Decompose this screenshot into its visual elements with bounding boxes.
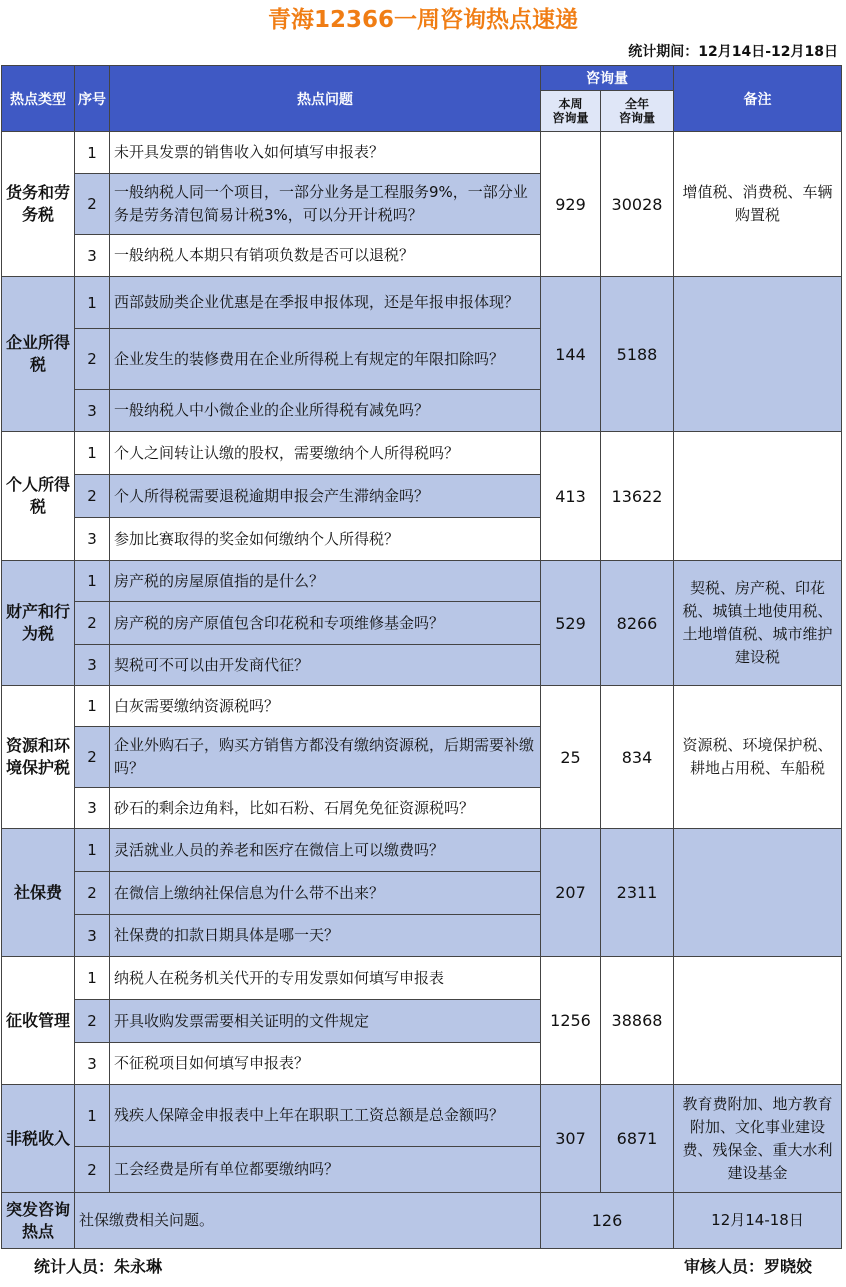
header-volume: 咨询量 bbox=[541, 66, 674, 91]
question-cell: 西部鼓励类企业优惠是在季报申报体现，还是年报申报体现？ bbox=[110, 277, 541, 329]
counter-name: 统计人员：朱永琳 bbox=[34, 1257, 163, 1276]
question-cell: 灵活就业人员的养老和医疗在微信上可以缴费吗？ bbox=[110, 829, 541, 872]
header-remark: 备注 bbox=[674, 66, 842, 132]
question-cell: 纳税人在税务机关代开的专用发票如何填写申报表 bbox=[110, 957, 541, 1000]
year-volume-cell: 8266 bbox=[601, 561, 674, 686]
category-cell: 货务和劳务税 bbox=[2, 132, 75, 277]
year-volume-cell: 2311 bbox=[601, 829, 674, 957]
seq-cell: 1 bbox=[75, 432, 110, 475]
remark-cell bbox=[674, 957, 842, 1085]
seq-cell: 3 bbox=[75, 1043, 110, 1085]
table-row bbox=[2, 686, 842, 727]
table-row bbox=[2, 1085, 842, 1147]
year-volume-cell: 834 bbox=[601, 686, 674, 829]
seq-cell: 2 bbox=[75, 872, 110, 915]
seq-cell: 3 bbox=[75, 518, 110, 561]
question-cell: 房产税的房屋原值指的是什么？ bbox=[110, 561, 541, 602]
seq-cell: 3 bbox=[75, 645, 110, 686]
seq-cell: 1 bbox=[75, 132, 110, 174]
week-volume-cell: 1256 bbox=[541, 957, 601, 1085]
seq-cell: 2 bbox=[75, 1000, 110, 1043]
question-cell: 砂石的剩余边角料，比如石粉、石屑免免征资源税吗？ bbox=[110, 788, 541, 829]
question-cell: 不征税项目如何填写申报表？ bbox=[110, 1043, 541, 1085]
seq-cell: 2 bbox=[75, 475, 110, 518]
year-volume-cell: 30028 bbox=[601, 132, 674, 277]
header-seq: 序号 bbox=[75, 66, 110, 132]
seq-cell: 1 bbox=[75, 1085, 110, 1147]
table-row bbox=[2, 277, 842, 329]
question-cell: 一般纳税人同一个项目，一部分业务是工程服务9%，一部分业务是劳务清包简易计税3%，可以分开计税吗？ bbox=[110, 174, 541, 235]
question-cell: 企业发生的装修费用在企业所得税上有规定的年限扣除吗？ bbox=[110, 329, 541, 390]
category-cell: 社保费 bbox=[2, 829, 75, 957]
seq-cell: 3 bbox=[75, 915, 110, 957]
week-volume-cell: 307 bbox=[541, 1085, 601, 1193]
table-row bbox=[2, 957, 842, 1000]
seq-cell: 2 bbox=[75, 602, 110, 645]
question-cell: 工会经费是所有单位都要缴纳吗？ bbox=[110, 1147, 541, 1193]
week-volume-cell: 929 bbox=[541, 132, 601, 277]
week-volume-cell: 413 bbox=[541, 432, 601, 561]
seq-cell: 1 bbox=[75, 277, 110, 329]
remark-cell: 增值税、消费税、车辆购置税 bbox=[674, 132, 842, 277]
remark-cell bbox=[674, 277, 842, 432]
week-volume-cell: 207 bbox=[541, 829, 601, 957]
year-volume-cell: 13622 bbox=[601, 432, 674, 561]
table-row bbox=[2, 132, 842, 174]
seq-cell: 1 bbox=[75, 686, 110, 727]
seq-cell: 3 bbox=[75, 390, 110, 432]
table-row bbox=[2, 561, 842, 602]
question-cell: 在微信上缴纳社保信息为什么带不出来？ bbox=[110, 872, 541, 915]
question-cell: 个人所得税需要退税逾期申报会产生滞纳金吗？ bbox=[110, 475, 541, 518]
sudden-question-cell: 社保缴费相关问题。 bbox=[75, 1193, 541, 1249]
week-volume-cell: 144 bbox=[541, 277, 601, 432]
remark-cell: 契税、房产税、印花税、城镇土地使用税、土地增值税、城市维护建设税 bbox=[674, 561, 842, 686]
sudden-remark-cell: 12月14-18日 bbox=[674, 1193, 842, 1249]
week-volume-cell: 529 bbox=[541, 561, 601, 686]
year-volume-cell: 6871 bbox=[601, 1085, 674, 1193]
seq-cell: 1 bbox=[75, 561, 110, 602]
category-cell: 征收管理 bbox=[2, 957, 75, 1085]
category-cell: 非税收入 bbox=[2, 1085, 75, 1193]
seq-cell: 1 bbox=[75, 829, 110, 872]
remark-cell: 资源税、环境保护税、耕地占用税、车船税 bbox=[674, 686, 842, 829]
seq-cell: 3 bbox=[75, 235, 110, 277]
page-title: 青海12366一周咨询热点速递 bbox=[267, 7, 579, 33]
question-cell: 残疾人保障金申报表中上年在职职工工资总额是总金额吗？ bbox=[110, 1085, 541, 1147]
sudden-category-cell: 突发咨询热点 bbox=[2, 1193, 75, 1249]
statistics-period: 统计期间：12月14日-12月18日 bbox=[628, 44, 838, 60]
table-body bbox=[2, 132, 842, 1249]
remark-cell bbox=[674, 829, 842, 957]
question-cell: 一般纳税人中小微企业的企业所得税有减免吗？ bbox=[110, 390, 541, 432]
seq-cell: 1 bbox=[75, 957, 110, 1000]
question-cell: 房产税的房产原值包含印花税和专项维修基金吗？ bbox=[110, 602, 541, 645]
question-cell: 未开具发票的销售收入如何填写申报表？ bbox=[110, 132, 541, 174]
sudden-hotspot-row bbox=[2, 1193, 842, 1249]
question-cell: 契税可不可以由开发商代征？ bbox=[110, 645, 541, 686]
category-cell: 财产和行为税 bbox=[2, 561, 75, 686]
question-cell: 白灰需要缴纳资源税吗？ bbox=[110, 686, 541, 727]
category-cell: 个人所得税 bbox=[2, 432, 75, 561]
question-cell: 社保费的扣款日期具体是哪一天？ bbox=[110, 915, 541, 957]
category-cell: 资源和环境保护税 bbox=[2, 686, 75, 829]
header-type: 热点类型 bbox=[2, 66, 75, 132]
remark-cell bbox=[674, 432, 842, 561]
table-row bbox=[2, 432, 842, 475]
category-cell: 企业所得税 bbox=[2, 277, 75, 432]
year-volume-cell: 5188 bbox=[601, 277, 674, 432]
header-week-volume: 本周 咨询量 bbox=[541, 91, 601, 132]
question-cell: 个人之间转让认缴的股权，需要缴纳个人所得税吗？ bbox=[110, 432, 541, 475]
seq-cell: 2 bbox=[75, 1147, 110, 1193]
header-year-volume: 全年 咨询量 bbox=[601, 91, 674, 132]
question-cell: 一般纳税人本期只有销项负数是否可以退税？ bbox=[110, 235, 541, 277]
seq-cell: 2 bbox=[75, 174, 110, 235]
question-cell: 参加比赛取得的奖金如何缴纳个人所得税？ bbox=[110, 518, 541, 561]
question-cell: 开具收购发票需要相关证明的文件规定 bbox=[110, 1000, 541, 1043]
week-volume-cell: 25 bbox=[541, 686, 601, 829]
seq-cell: 3 bbox=[75, 788, 110, 829]
seq-cell: 2 bbox=[75, 329, 110, 390]
seq-cell: 2 bbox=[75, 727, 110, 788]
table-row bbox=[2, 829, 842, 872]
header-question: 热点问题 bbox=[110, 66, 541, 132]
remark-cell: 教育费附加、地方教育附加、文化事业建设费、残保金、重大水利建设基金 bbox=[674, 1085, 842, 1193]
year-volume-cell: 38868 bbox=[601, 957, 674, 1085]
question-cell: 企业外购石子，购买方销售方都没有缴纳资源税，后期需要补缴吗？ bbox=[110, 727, 541, 788]
sudden-volume-cell: 126 bbox=[541, 1193, 674, 1249]
reviewer-name: 审核人员：罗晓姣 bbox=[683, 1257, 812, 1276]
hotspot-table bbox=[1, 65, 842, 1249]
